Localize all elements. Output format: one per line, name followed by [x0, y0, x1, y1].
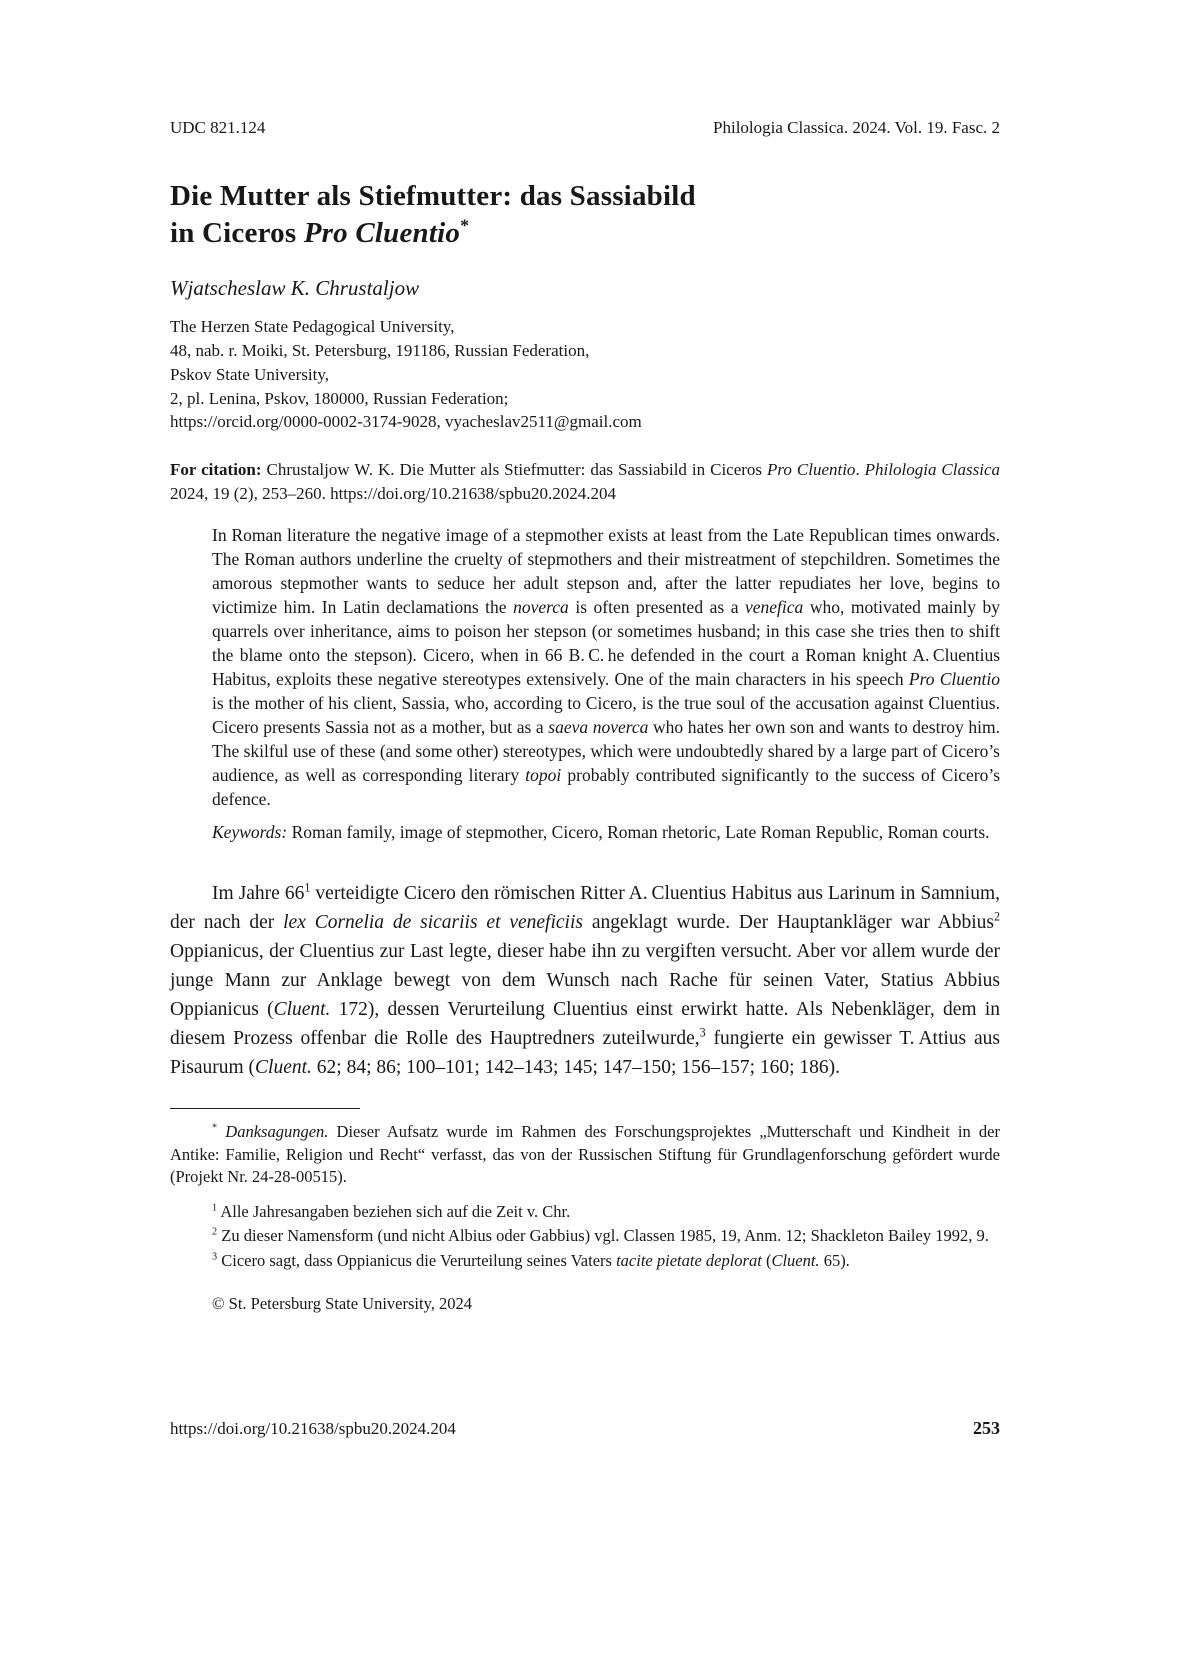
abstract-text: In Roman literature the negative image of a stepmother exists at least from the Late Republican times onwards. The Roman authors underline the cruelty of stepmothers and their mistreatment of stepchildren. Sometimes the amorous stepmother wants to seduce her adult stepson and, after the latter repudiates her love, begins to victimize him. In Latin declamations the noverca is often presented as a venefica who, motivated mainly by quarrels over inheritance, aims to poison her stepson (or sometimes husband; in this case she tries then to shift the blame onto the stepson). Cicero, when in 66 B. C. he defended in the court a Roman knight A. Cluentius Habitus, exploits these negative stereotypes extensively. One of the main characters in his speech Pro Cluentio is the mother of his client, Sassia, who, according to Cicero, is the true soul of the accusation against Cluentius. Cicero presents Sassia not as a mother, but as a saeva noverca who hates her own son and wants to destroy him. The skilful use of these (and some other) stereotypes, which were undoubtedly shared by a large part of Cicero’s audience, as well as corresponding literary topoi probably contributed significantly to the success of Cicero’s defence.	[212, 525, 1001, 810]
author-affiliation	[170, 315, 1000, 434]
affiliation-line: 2, pl. Lenina, Pskov, 180000, Russian Federation;	[170, 388, 509, 408]
udc-label: UDC 821.124	[170, 118, 266, 137]
orcid-email-link[interactable]: https://orcid.org/0000-0002-3174-9028, vyacheslav2511@gmail.com	[170, 412, 642, 432]
footnote-separator	[170, 1108, 360, 1109]
page-footer	[170, 1418, 1000, 1439]
page-header	[170, 118, 1000, 138]
footnote-1: $^1$ Alle Jahresangaben beziehen sich auf die Zeit v. Chr.	[212, 1201, 571, 1221]
footnotes-section	[170, 1121, 1000, 1272]
affiliation-line: The Herzen State Pedagogical University,	[170, 317, 455, 337]
doi-link[interactable]: https://doi.org/10.21638/spbu20.2024.204	[170, 1419, 456, 1438]
footnote-3: $^3$ Cicero sagt, dass Oppianicus die Verurteilung seines Vaters tacite pietate deplorat (Cluent. 65).	[212, 1250, 850, 1270]
affiliation-line: Pskov State University,	[170, 364, 329, 384]
for-citation-block: For citation: Chrustaljow W. K. Die Mutter als Stiefmutter: das Sassiabild in Ciceros Pro Cluentio. Philologia Classica 2024, 19 (2), 253–260. https://doi.org/10.21638/spbu20.2024.204	[170, 460, 1000, 504]
page-number: 253	[973, 1418, 1000, 1438]
affiliation-line: 48, nab. r. Moiki, St. Petersburg, 191186, Russian Federation,	[170, 341, 590, 361]
article-title-line2: in Ciceros Pro Cluentio*	[170, 215, 470, 250]
numbered-footnotes	[170, 1201, 1000, 1272]
footnote-2: $^2$ Zu dieser Namensform (und nicht Albius oder Gabbius) vgl. Classen 1985, 19, Anm. 12; Shackleton Bailey 1992, 9.	[212, 1226, 989, 1246]
author-name: Wjatscheslaw K. Chrustaljow	[170, 276, 420, 301]
body-paragraph: Im Jahre $66^1$ verteidigte Cicero den römischen Ritter A. Cluentius Habitus aus Larinum in Samnium, der nach der lex Cornelia de sicariis et veneficiis angeklagt wurde. Der Hauptankläger war Abbius$^2$ Oppianicus, der Cluentius zur Last legte, dieser habe ihn zu vergiften versucht. Aber vor allem wurde der junge Mann zur Anklage bewegt von dem Wunsch nach Rache für seinen Vater, Statius Abbius Oppianicus (Cluent. 172), dessen Verurteilung Cluentius einst erwirkt hatte. Als Nebenkläger, dem in diesem Prozess offenbar die Rolle des Hauptredners zuteilwurde,$^3$ fungierte ein gewisser T. Attius aus Pisaurum (Cluent. 62; 84; 86; 100–101; 142–143; 145; 147–150; 156–157; 160; 186).	[170, 880, 1000, 1079]
article-title-line1: Die Mutter als Stiefmutter: das Sassiabild	[170, 180, 696, 212]
copyright-notice: © St. Petersburg State University, 2024	[212, 1294, 473, 1313]
journal-reference: Philologia Classica. 2024. Vol. 19. Fasc. 2	[713, 118, 1000, 137]
footnote-acknowledgements: * Danksagungen. Dieser Aufsatz wurde im Rahmen des Forschungsprojektes „Mutterschaft und Kindheit in der Antike: Familie, Religion und Recht“ verfasst, das von der Russischen Stiftung für Grundlagenforschung gefördert wurde (Projekt Nr. 24-28-00515).	[170, 1122, 1000, 1187]
article-title	[170, 178, 1000, 252]
keywords-line: Keywords: Roman family, image of stepmother, Cicero, Roman rhetoric, Late Roman Republic, Roman courts.	[212, 822, 990, 843]
